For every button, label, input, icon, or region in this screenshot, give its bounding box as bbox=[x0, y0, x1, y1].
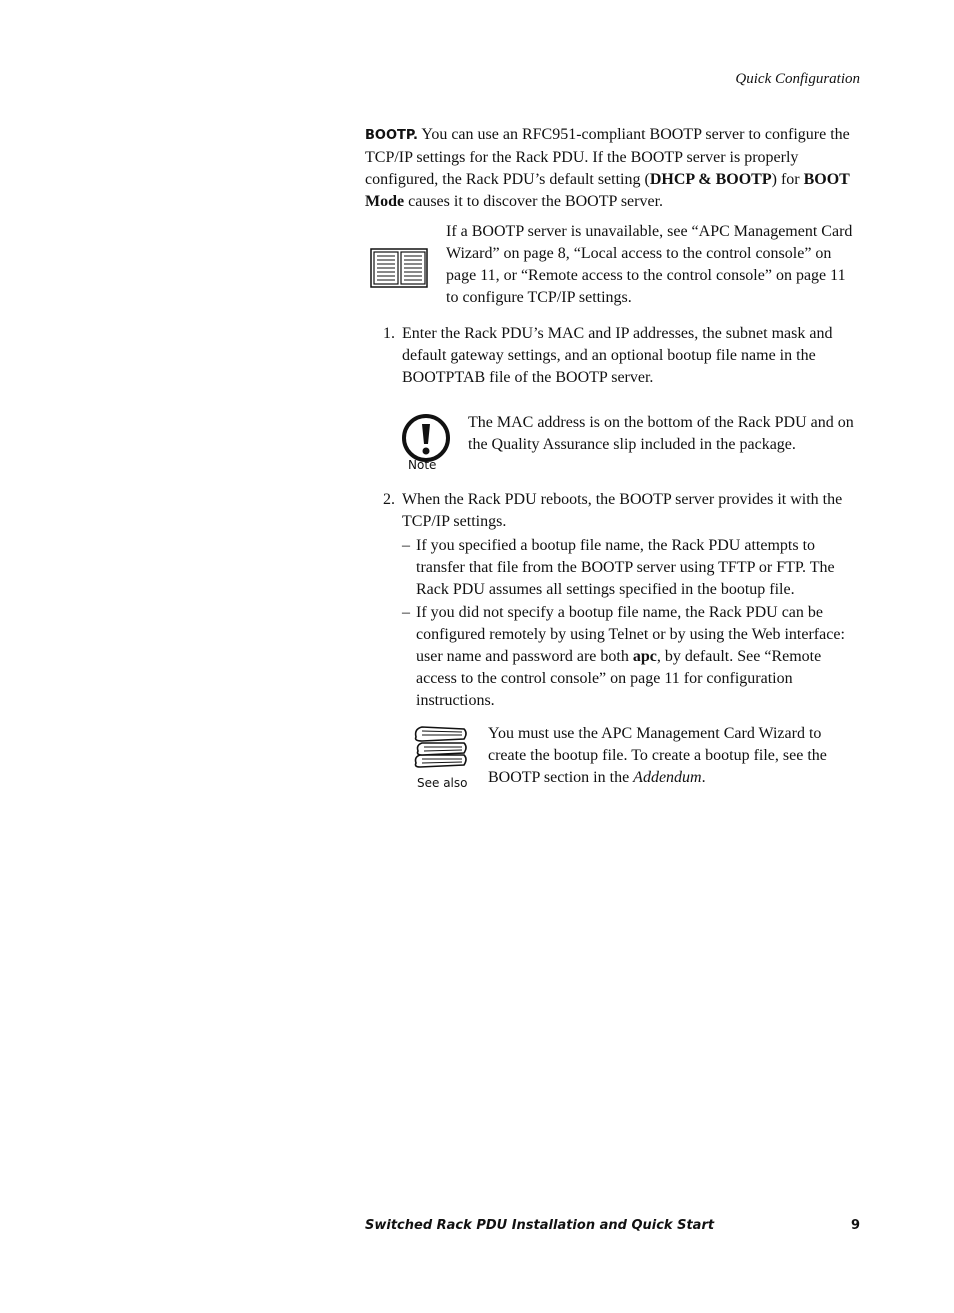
see-also-text bbox=[488, 723, 860, 789]
step-2-sub-item-2 bbox=[402, 602, 860, 712]
boot-mode-term: BOOT Mode bbox=[365, 171, 850, 210]
note-text: The MAC address is on the bottom of the Rack PDU and on the Quality Assurance slip included in the package. bbox=[468, 414, 854, 453]
step-2-sub-item-1 bbox=[402, 535, 860, 601]
page-number: 9 bbox=[850, 1218, 860, 1233]
sub-item-2-text-c: , by default. See “Remote access to the control console” on page 11 for configuration instructions. bbox=[416, 648, 822, 709]
sub-item-2-text-a: If you did not specify a bootup file name, the Rack PDU can be configured remotely by using Telnet or by using the Web interface: user name and password are both bbox=[416, 604, 845, 665]
footer-document-title: Switched Rack PDU Installation and Quick Start bbox=[365, 1218, 715, 1233]
intro-text-1: You can use an RFC951-compliant BOOTP server to configure the TCP/IP settings for the Rack PDU. If the BOOTP server is properly configured, the Rack PDU’s default setting ( bbox=[365, 126, 850, 188]
see-also-label: See also bbox=[417, 776, 468, 790]
step-1-text: Enter the Rack PDU’s MAC and IP addresses, the subnet mask and default gateway settings, and an optional bootup file name in the BOOTPTAB file of the BOOTP server. bbox=[402, 325, 833, 386]
intro-text-2: ) for bbox=[771, 171, 804, 188]
bootp-intro-paragraph bbox=[365, 124, 860, 213]
book-icon bbox=[370, 246, 430, 290]
running-header: Quick Configuration bbox=[735, 71, 860, 87]
see-also-text-1: You must use the APC Management Card Wizard to create the bootup file. To create a bootup file, see the BOOTP section in the bbox=[488, 725, 827, 786]
dhcp-bootp-term: DHCP & BOOTP bbox=[649, 171, 772, 188]
step-1-number: 1. bbox=[383, 325, 395, 342]
step-2-number: 2. bbox=[383, 491, 395, 508]
bootp-label: BOOTP. bbox=[365, 128, 418, 143]
books-stack-icon bbox=[410, 723, 472, 779]
intro-text-3: causes it to discover the BOOTP server. bbox=[404, 193, 664, 210]
book-note-text: If a BOOTP server is unavailable, see “APC Management Card Wizard” on page 8, “Local access to the control console” on page 11, or “Remote access to the control console” on page 11 to configure TCP/IP settings. bbox=[446, 223, 853, 306]
apc-credential: apc bbox=[632, 648, 657, 665]
note-label: Note bbox=[408, 458, 437, 472]
addendum-title: Addendum bbox=[633, 769, 702, 786]
dash-bullet: – bbox=[402, 537, 410, 554]
see-also-text-2: . bbox=[701, 769, 706, 786]
step-2-text: When the Rack PDU reboots, the BOOTP server provides it with the TCP/IP settings. bbox=[402, 491, 843, 530]
dash-bullet: – bbox=[402, 604, 410, 621]
step-1 bbox=[383, 323, 860, 389]
sub-item-1-text: If you specified a bootup file name, the Rack PDU attempts to transfer that file from the BOOTP server using TFTP or FTP. The Rack PDU assumes all settings specified in the bootup file. bbox=[416, 537, 835, 598]
step-2 bbox=[383, 489, 860, 712]
